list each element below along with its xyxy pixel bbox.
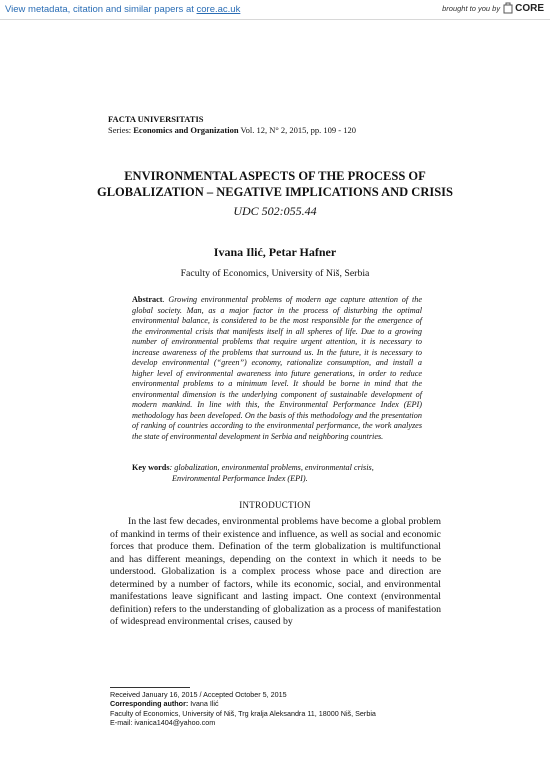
title-line-1: ENVIRONMENTAL ASPECTS OF THE PROCESS OF xyxy=(124,169,426,183)
view-metadata-link[interactable] xyxy=(5,4,240,15)
keywords xyxy=(132,463,422,484)
abstract xyxy=(132,295,422,442)
author-email: E-mail: ivanica1404@yahoo.com xyxy=(110,718,216,728)
abstract-text: . Growing environmental problems of modern age capture attention of the global society. Man, as a major factor in the process of disturbing the optimal environmental balance, is considered to be the most responsible for the emergence of the environmental crisis that manifests itself in all spheres of life. Due to a growing number of environmental problems that require urgent attention, it is necessary to increase awareness of the problems that surround us. In the future, it is necessary to develop environmental (“green”) economy, rationalize consumption, and install a higher level of environmental awareness into future generations, in order to reduce environmental problems to a minimum level. It should be borne in mind that the environmental dimension is the underlying component of sustainable development of modern mankind. In line with this, the Environmental Performance Index (EPI) methodology has been developed. On the basis of this methodology and the presentation of ranking of countries according to the environmental performance, the work analyzes the state of environmental development in Serbia and neighboring countries. xyxy=(132,295,422,441)
footnote xyxy=(110,690,450,728)
abstract-label: Abstract xyxy=(132,295,163,304)
series-label: Series: xyxy=(108,124,134,135)
volume-info: Vol. 12, N° 2, 2015, pp. 109 - 120 xyxy=(238,124,356,135)
core-logo[interactable] xyxy=(503,2,544,14)
footnote-divider xyxy=(110,687,190,688)
brought-by-core[interactable] xyxy=(442,2,544,14)
affiliation: Faculty of Economics, University of Niš, Serbia xyxy=(180,268,370,279)
brought-by-text: brought to you by xyxy=(442,3,501,13)
corresponding-name: Ivana Ilić xyxy=(188,699,219,709)
title-line-2: GLOBALIZATION – NEGATIVE IMPLICATIONS AND CRISIS xyxy=(97,184,453,199)
author-address: Faculty of Economics, University of Niš, Trg kralja Aleksandra 11, 18000 Niš, Serbia xyxy=(110,708,376,718)
received-dates: Received January 16, 2015 / Accepted October 5, 2015 xyxy=(110,690,287,699)
core-logo-icon xyxy=(503,2,513,14)
journal-name: FACTA UNIVERSITATIS xyxy=(108,114,204,124)
paper-title xyxy=(60,169,490,200)
corresponding-label: Corresponding author: xyxy=(110,699,189,709)
core-banner xyxy=(0,0,550,20)
udc-code: UDC 502:055.44 xyxy=(233,204,317,218)
core-domain-link[interactable]: core.ac.uk xyxy=(196,4,241,15)
journal-series xyxy=(108,125,356,136)
series-name: Economics and Organization xyxy=(133,124,239,135)
intro-paragraph: In the last few decades, environmental problems have become a global problem of mankind in terms of their existence and influence, as well as social and economic forces that produce them. Defination of the term globalization is multifunctional and has different meanings, depending on the context in which it needs to be understood. Globalization is a complex process whose pace and direction are determined by a number of factors, while its economic, social, and environmental manifestations leave significant and lasting impact. One context (environmental definition) refers to the understanding of globalization as a process of manifestation of widespread environmental crises, caused by xyxy=(110,516,441,627)
core-logo-text: CORE xyxy=(515,2,544,14)
keywords-line-2: Environmental Performance Index (EPI). xyxy=(172,473,308,483)
keywords-label: Key words xyxy=(132,463,170,472)
section-heading: INTRODUCTION xyxy=(239,500,311,510)
journal-header xyxy=(108,114,356,135)
keywords-line-1: : globalization, environmental problems, environmental crisis, xyxy=(169,463,374,472)
authors: Ivana Ilić, Petar Hafner xyxy=(213,245,337,259)
corresponding-author xyxy=(110,699,450,708)
view-metadata-text: View metadata, citation and similar papers at xyxy=(5,4,197,15)
